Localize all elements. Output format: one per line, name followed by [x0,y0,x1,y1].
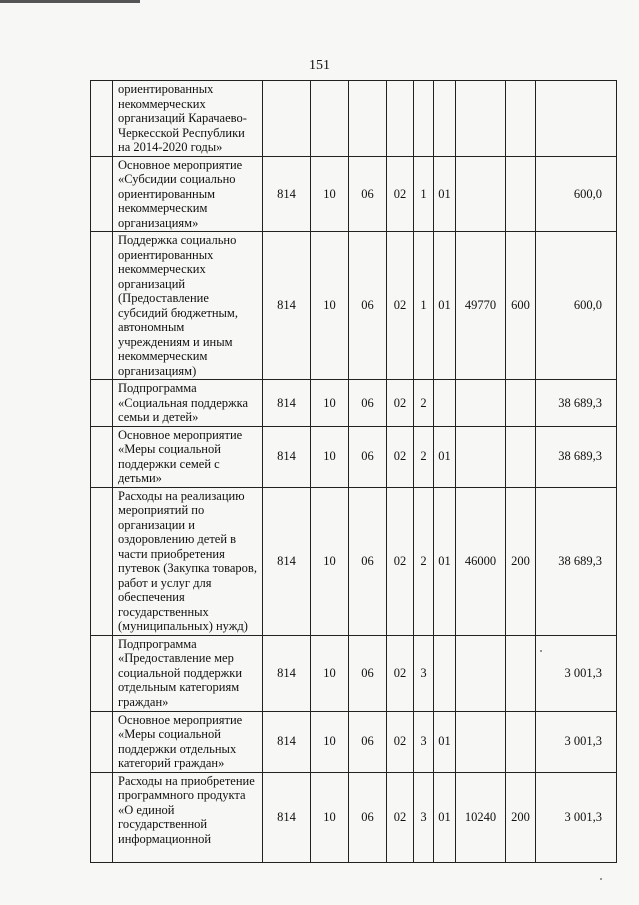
table-row [91,156,617,232]
scan-speck [540,650,542,652]
row-rz-cell: 10 [311,156,349,232]
row-amount-cell: 38 689,3 [536,380,617,427]
row-number-cell [91,232,113,380]
row-dir-cell: 49770 [456,232,506,380]
row-amount-cell: 3 001,3 [536,772,617,862]
budget-table-body [91,81,617,863]
row-name-cell: Поддержка социально ориентированных некоммерческих организаций (Предоставление субсидий бюджетным, автономным учреждениям и иным некоммерческим организациям) [113,232,263,380]
row-ved-cell: 814 [263,232,311,380]
row-dir-cell [456,426,506,487]
row-vr-cell: 200 [506,772,536,862]
row-rz-cell: 10 [311,380,349,427]
row-number-cell [91,487,113,635]
table-row [91,711,617,772]
table-row [91,380,617,427]
row-number-cell [91,711,113,772]
row-amount-cell: 38 689,3 [536,426,617,487]
row-dir-cell [456,635,506,711]
row-sub-cell: 2 [414,487,434,635]
scan-top-rule [0,0,140,3]
row-pr-cell: 06 [349,711,387,772]
scan-speck [600,878,602,880]
row-prog-cell: 02 [387,711,414,772]
budget-table [90,80,617,863]
row-ved-cell: 814 [263,426,311,487]
row-dir-cell: 10240 [456,772,506,862]
row-name-cell: Расходы на реализацию мероприятий по организации и оздоровлению детей в части приобретения путевок (Закупка товаров, работ и услуг для обеспечения государственных (муниципальных) нужд) [113,487,263,635]
row-vr-cell [506,156,536,232]
row-number-cell [91,156,113,232]
row-name-cell: Подпрограмма «Предоставление мер социальной поддержки отдельным категориям граждан» [113,635,263,711]
table-row [91,487,617,635]
row-dir-cell [456,156,506,232]
row-vr-cell [506,711,536,772]
row-ved-cell [263,81,311,157]
row-pr-cell: 06 [349,156,387,232]
row-vr-cell: 200 [506,487,536,635]
row-main-cell: 01 [434,232,456,380]
row-prog-cell: 02 [387,772,414,862]
row-vr-cell [506,81,536,157]
row-vr-cell [506,426,536,487]
row-number-cell [91,635,113,711]
row-pr-cell [349,81,387,157]
row-vr-cell [506,635,536,711]
row-ved-cell: 814 [263,156,311,232]
row-name-cell: Расходы на приобретение программного продукта «О единой государственной информационной [113,772,263,862]
row-sub-cell: 1 [414,156,434,232]
row-dir-cell [456,380,506,427]
row-number-cell [91,426,113,487]
table-row [91,635,617,711]
row-sub-cell: 1 [414,232,434,380]
row-dir-cell [456,81,506,157]
row-sub-cell: 2 [414,380,434,427]
table-row [91,426,617,487]
row-prog-cell: 02 [387,487,414,635]
row-prog-cell: 02 [387,156,414,232]
row-name-cell: Подпрограмма «Социальная поддержка семьи и детей» [113,380,263,427]
row-number-cell [91,772,113,862]
row-vr-cell [506,380,536,427]
row-rz-cell: 10 [311,772,349,862]
row-sub-cell: 3 [414,772,434,862]
row-dir-cell [456,711,506,772]
row-prog-cell: 02 [387,380,414,427]
row-amount-cell: 600,0 [536,232,617,380]
row-name-cell: Основное мероприятие «Меры социальной поддержки отдельных категорий граждан» [113,711,263,772]
row-main-cell: 01 [434,772,456,862]
row-ved-cell: 814 [263,380,311,427]
table-row [91,81,617,157]
row-ved-cell: 814 [263,711,311,772]
row-number-cell [91,81,113,157]
row-prog-cell: 02 [387,635,414,711]
row-ved-cell: 814 [263,772,311,862]
row-name-cell: Основное мероприятие «Субсидии социально ориентированным некоммерческим организациям» [113,156,263,232]
row-main-cell: 01 [434,711,456,772]
row-amount-cell: 38 689,3 [536,487,617,635]
row-pr-cell: 06 [349,426,387,487]
row-ved-cell: 814 [263,635,311,711]
row-rz-cell: 10 [311,232,349,380]
row-vr-cell: 600 [506,232,536,380]
row-number-cell [91,380,113,427]
row-rz-cell: 10 [311,711,349,772]
row-sub-cell: 3 [414,635,434,711]
row-main-cell: 01 [434,426,456,487]
row-pr-cell: 06 [349,635,387,711]
row-rz-cell [311,81,349,157]
row-amount-cell: 3 001,3 [536,635,617,711]
table-row [91,232,617,380]
row-ved-cell: 814 [263,487,311,635]
row-pr-cell: 06 [349,772,387,862]
row-amount-cell: 600,0 [536,156,617,232]
row-sub-cell: 3 [414,711,434,772]
row-dir-cell: 46000 [456,487,506,635]
row-prog-cell: 02 [387,232,414,380]
row-pr-cell: 06 [349,232,387,380]
row-main-cell: 01 [434,156,456,232]
table-row [91,772,617,862]
row-rz-cell: 10 [311,487,349,635]
row-sub-cell: 2 [414,426,434,487]
row-amount-cell [536,81,617,157]
row-name-cell: ориентированных некоммерческих организаций Карачаево-Черкесской Республики на 2014-2020 годы» [113,81,263,157]
row-main-cell [434,635,456,711]
page-number: 151 [309,58,330,73]
row-pr-cell: 06 [349,487,387,635]
row-rz-cell: 10 [311,635,349,711]
row-prog-cell [387,81,414,157]
row-main-cell: 01 [434,487,456,635]
row-sub-cell [414,81,434,157]
row-main-cell [434,380,456,427]
row-name-cell: Основное мероприятие «Меры социальной поддержки семей с детьми» [113,426,263,487]
row-rz-cell: 10 [311,426,349,487]
row-prog-cell: 02 [387,426,414,487]
row-main-cell [434,81,456,157]
row-amount-cell: 3 001,3 [536,711,617,772]
row-pr-cell: 06 [349,380,387,427]
